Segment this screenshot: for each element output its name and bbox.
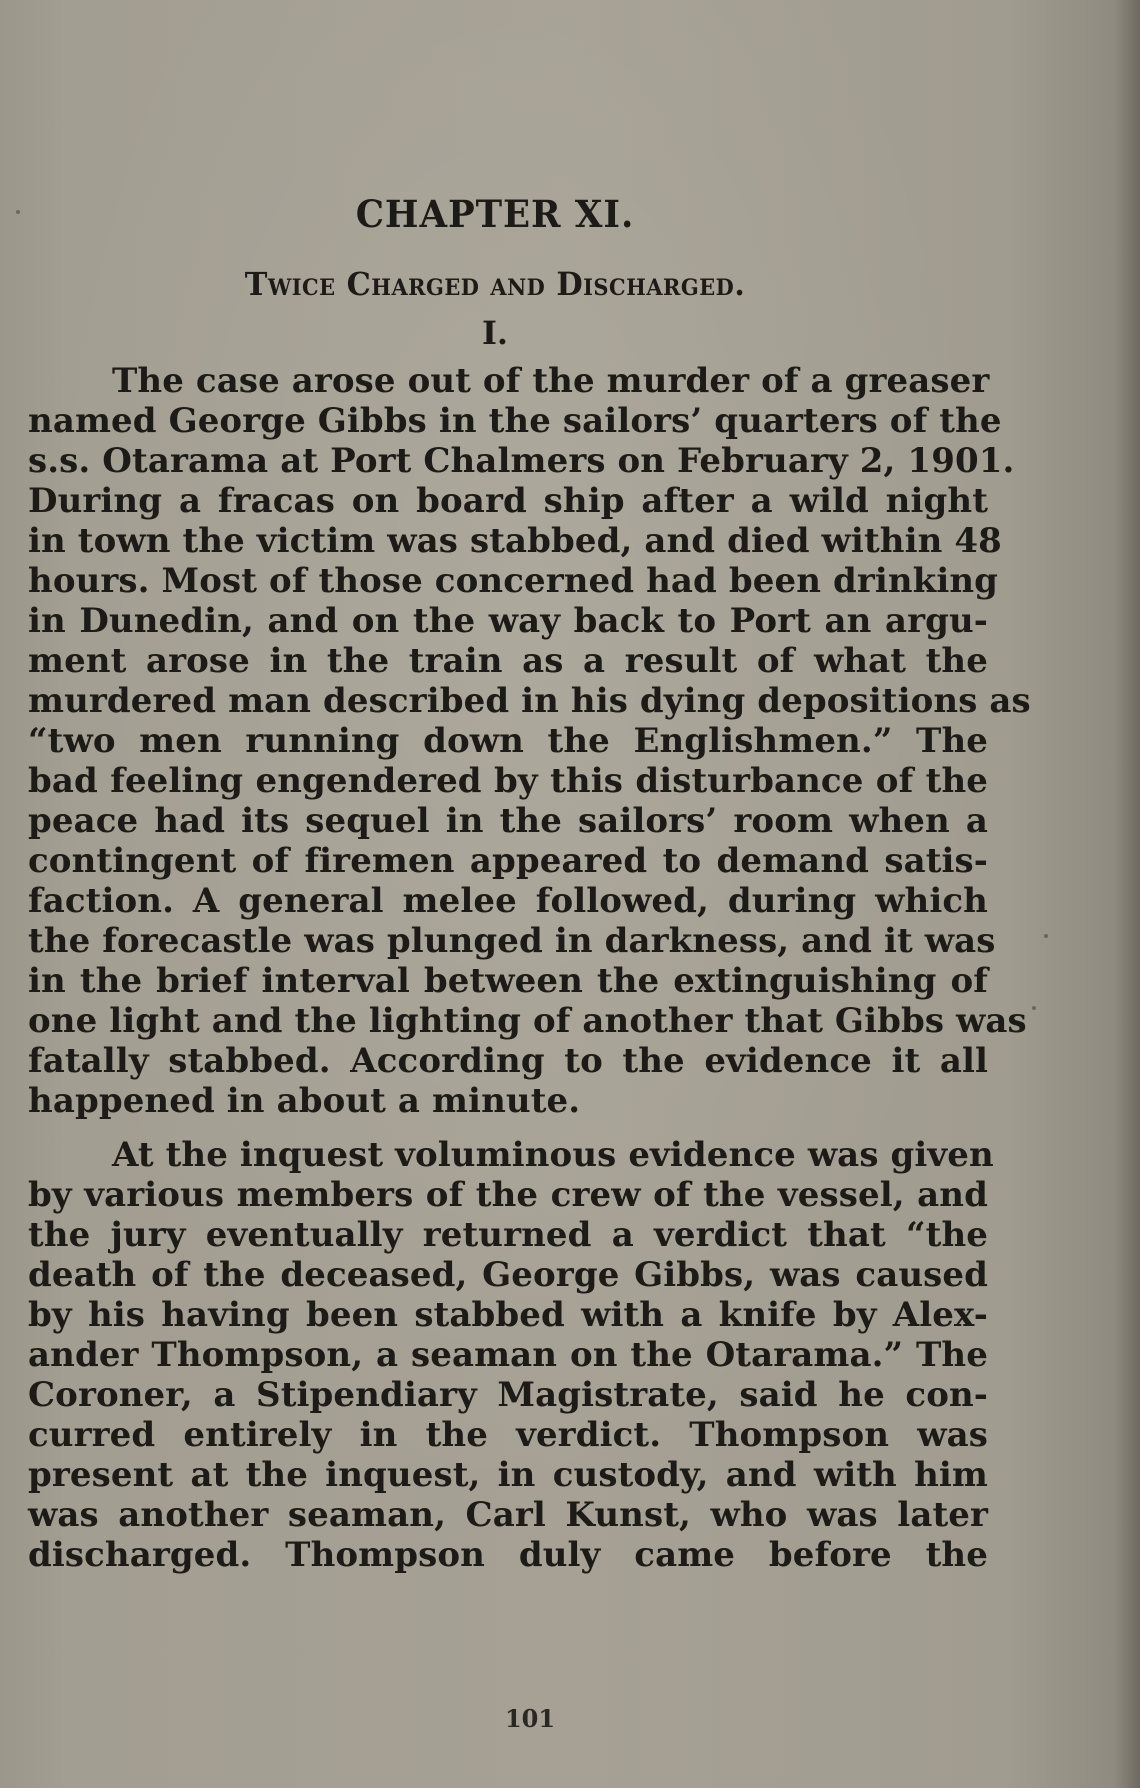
text-line: one light and the lighting of another that Gibbs was: [28, 1001, 1027, 1041]
text-line: The case arose out of the murder of a greaser: [112, 361, 990, 401]
text-line: was another seaman, Carl Kunst, who was later: [28, 1495, 988, 1535]
text-line: ment arose in the train as a result of what the: [28, 641, 988, 681]
page-number: 101: [504, 1704, 556, 1733]
text-line: the forecastle was plunged in darkness, and it was: [28, 921, 996, 961]
text-line: discharged. Thompson duly came before the: [28, 1535, 988, 1575]
text-line: hours. Most of those concerned had been drinking: [28, 561, 999, 601]
text-line: in Dunedin, and on the way back to Port an argu-: [28, 601, 988, 641]
text-line: peace had its sequel in the sailors’ room when a: [28, 801, 988, 841]
text-line: At the inquest voluminous evidence was given: [112, 1135, 994, 1175]
text-line: s.s. Otarama at Port Chalmers on February 2, 1901.: [28, 441, 1015, 481]
text-line: fatally stabbed. According to the evidence it all: [28, 1041, 988, 1081]
paper-speck: [1032, 1006, 1036, 1010]
chapter-title: CHAPTER XI.: [355, 192, 635, 236]
text-line: bad feeling engendered by this disturbance of the: [28, 761, 988, 801]
text-line: the jury eventually returned a verdict that “the: [28, 1215, 988, 1255]
body-text: [0, 360, 1140, 1690]
text-line: named George Gibbs in the sailors’ quarters of the: [28, 401, 1002, 441]
text-line: During a fracas on board ship after a wild night: [28, 481, 988, 521]
text-line: in town the victim was stabbed, and died within 48: [28, 521, 1002, 561]
paper-speck: [1044, 934, 1048, 938]
text-line: in the brief interval between the extinguishing of: [28, 961, 988, 1001]
text-line: present at the inquest, in custody, and with him: [28, 1455, 988, 1495]
text-line: curred entirely in the verdict. Thompson was: [28, 1415, 988, 1455]
section-number: I.: [481, 314, 509, 352]
text-line: “two men running down the Englishmen.” The: [28, 721, 988, 761]
paper-speck: [16, 210, 20, 214]
text-line: by various members of the crew of the vessel, and: [28, 1175, 988, 1215]
text-line: ander Thompson, a seaman on the Otarama.” The: [28, 1335, 988, 1375]
text-line: faction. A general melee followed, during which: [28, 881, 988, 921]
text-line: by his having been stabbed with a knife by Alex-: [28, 1295, 988, 1335]
text-line: contingent of firemen appeared to demand satis-: [28, 841, 988, 881]
text-line: death of the deceased, George Gibbs, was caused: [28, 1255, 988, 1295]
text-line: murdered man described in his dying depositions as: [28, 681, 1031, 721]
text-line: Coroner, a Stipendiary Magistrate, said he con-: [28, 1375, 988, 1415]
chapter-subtitle: Twice Charged and Discharged.: [244, 265, 746, 303]
text-line: happened in about a minute.: [28, 1081, 581, 1121]
